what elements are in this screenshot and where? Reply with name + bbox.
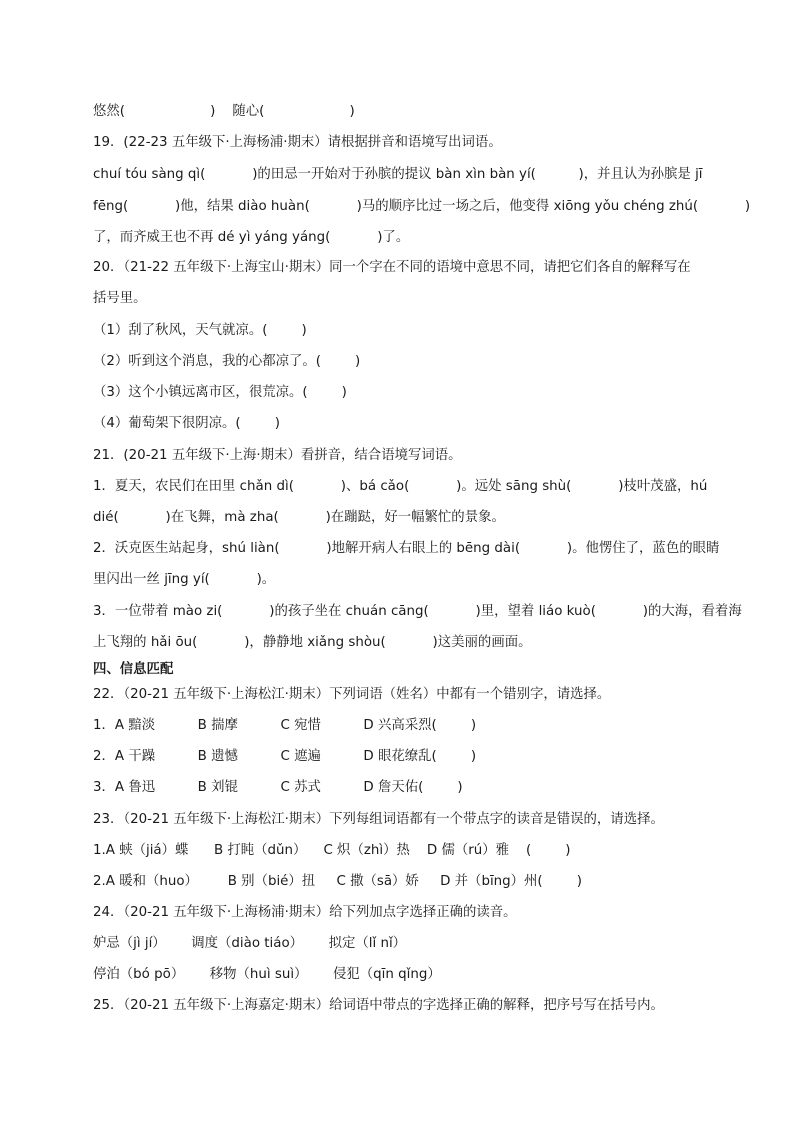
question-21-item-2: 2．沃克医生站起身，shú liàn( )地解开病人右眼上的 bēng dài( )。他愣住了，蓝色的眼睛 xyxy=(93,541,720,556)
question-19-title: 19．(22-23 五年级下·上海杨浦·期末）请根据拼音和语境写出词语。 xyxy=(93,135,502,150)
answer-line-youran: 悠然( ) 随心( ) xyxy=(93,104,355,119)
question-25-title: 25．（20-21 五年级下·上海嘉定·期末）给词语中带点的字选择正确的解释，把序号写在括号内。 xyxy=(93,998,664,1013)
question-23-item-2: 2.A 暖和（huo） B 别（bié）扭 C 撒（sā）娇 D 并（bīng）州( ) xyxy=(93,874,582,889)
question-22-item-3: 3．A 鲁迅 B 刘锟 C 苏式 D 詹天佑( ) xyxy=(93,780,463,795)
question-21-item-2-cont: 里闪出一丝 jīng yí( )。 xyxy=(93,572,276,587)
question-23-item-1: 1.A 蛱（jiá）蝶 B 打盹（dǔn） C 炽（zhì）热 D 儒（rú）雅 ( ) xyxy=(93,843,571,858)
question-24-row-1: 妒忌（jì jí） 调度（diào tiáo） 拟定（lǐ nǐ） xyxy=(93,936,407,951)
question-20-item-3: （3）这个小镇远离市区，很荒凉。( ) xyxy=(93,385,347,400)
question-24-title: 24．（20-21 五年级下·上海杨浦·期末）给下列加点字选择正确的读音。 xyxy=(93,905,517,920)
question-21-item-3: 3．一位带着 mào zi( )的孩子坐在 chuán cāng( )里，望着 liáo kuò( )的大海，看着海 xyxy=(93,604,742,619)
question-21-item-3-cont: 上飞翔的 hǎi ōu( )，静静地 xiǎng shòu( )这美丽的画面。 xyxy=(93,635,532,650)
question-19-line-2: fēng( )他，结果 diào huàn( )马的顺序比过一场之后，他变得 xiōng yǒu chéng zhú( ) xyxy=(93,199,751,214)
question-24-row-2: 停泊（bó pō） 移物（huì suì） 侵犯（qīn qǐng） xyxy=(93,967,441,982)
question-20-item-2: （2）听到这个消息，我的心都凉了。( ) xyxy=(93,354,361,369)
question-21-item-1: 1．夏天，农民们在田里 chǎn dì( )、bá cǎo( )。远处 sāng shù( )枝叶茂盛，hú xyxy=(93,479,708,494)
question-19-line-3: 了，而齐威王也不再 dé yì yáng yáng( )了。 xyxy=(93,230,410,245)
question-22-item-2: 2．A 干躁 B 遗憾 C 遮遍 D 眼花缭乱( ) xyxy=(93,749,477,764)
question-19-line-1: chuí tóu sàng qì( )的田忌一开始对于孙膑的提议 bàn xìn bàn yí( )，并且认为孙膑是 jī xyxy=(93,167,703,182)
question-21-title: 21．(20-21 五年级下·上海·期末）看拼音，结合语境写词语。 xyxy=(93,448,462,463)
question-23-title: 23．（20-21 五年级下·上海松江·期末）下列每组词语都有一个带点字的读音是错误的，请选择。 xyxy=(93,812,664,827)
section-4-heading: 四、信息匹配 xyxy=(93,662,174,677)
question-22-title: 22．（20-21 五年级下·上海松江·期末）下列词语（姓名）中都有一个错别字，请选择。 xyxy=(93,687,611,702)
question-22-item-1: 1．A 黯淡 B 揣摩 C 宛惜 D 兴高采烈( ) xyxy=(93,718,477,733)
question-21-item-1-cont: dié( )在飞舞，mà zha( )在蹦跶，好一幅繁忙的景象。 xyxy=(93,510,505,525)
question-20-item-1: （1）刮了秋风，天气就凉。( ) xyxy=(93,323,307,338)
question-20-title: 20．（21-22 五年级下·上海宝山·期末）同一个字在不同的语境中意思不同，请把它们各自的解释写在 xyxy=(93,260,691,275)
question-20-item-4: （4）葡萄架下很阴凉。( ) xyxy=(93,416,280,431)
question-20-title-cont: 括号里。 xyxy=(93,291,147,306)
